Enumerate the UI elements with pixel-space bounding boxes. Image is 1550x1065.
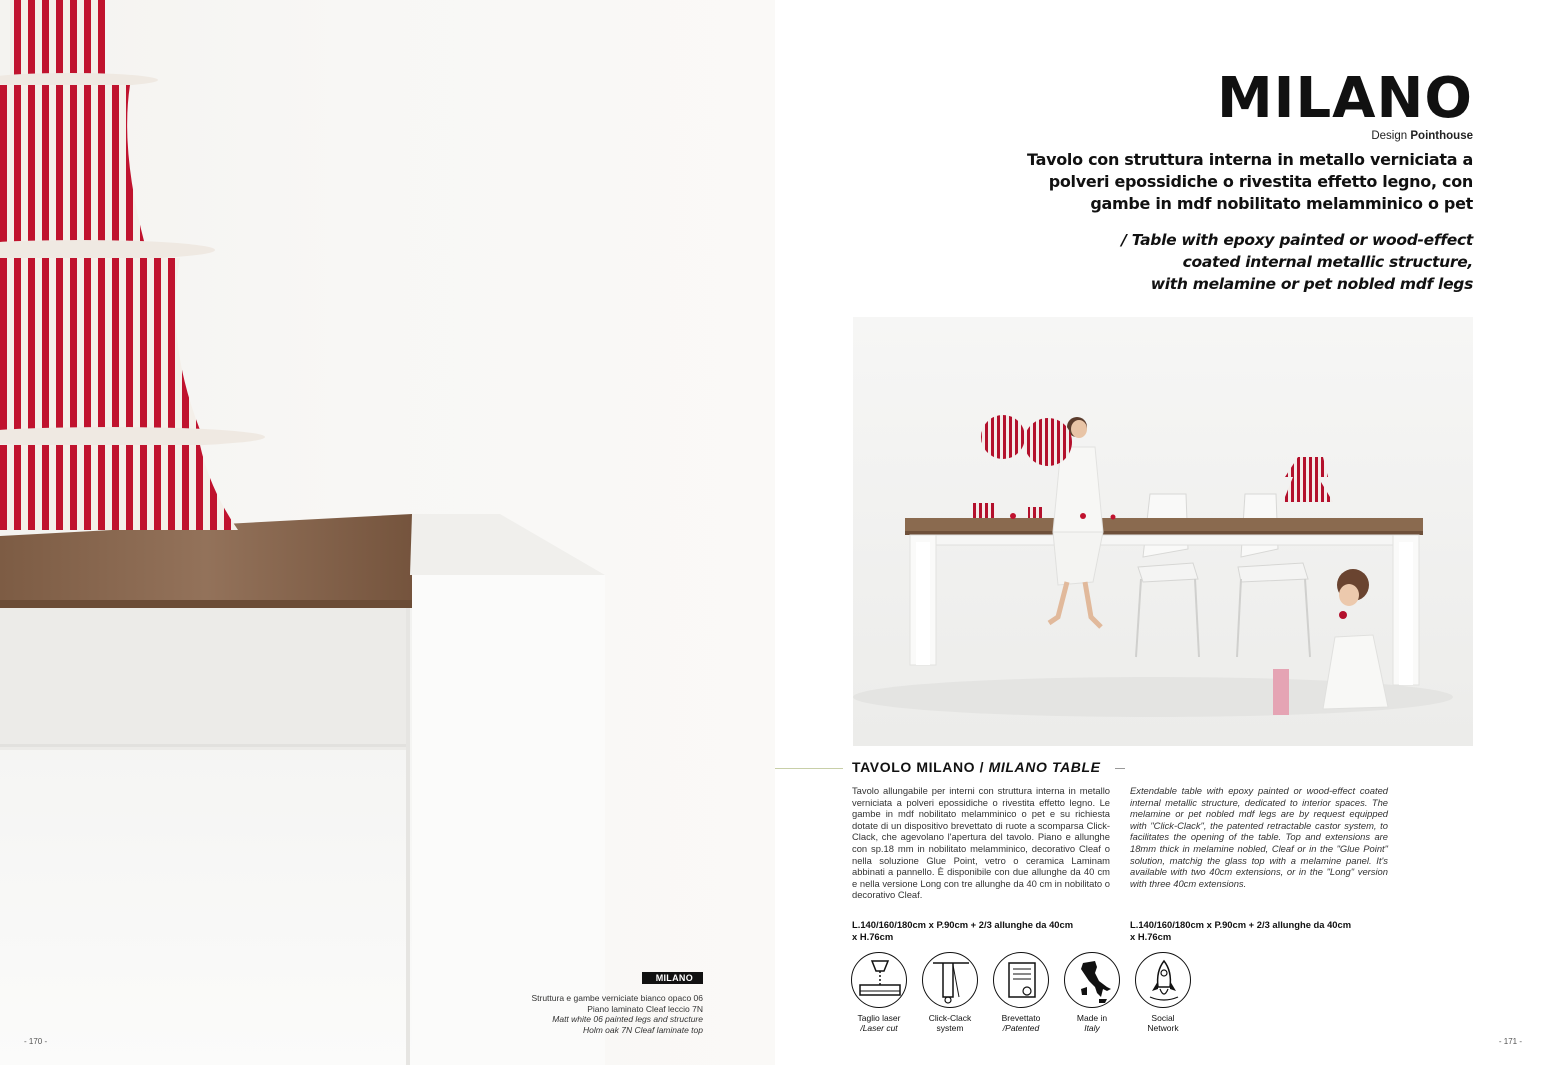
striped-pagoda-decoration xyxy=(0,0,265,530)
description-line: coated internal metallic structure, xyxy=(1182,253,1473,271)
feature-made-in-italy xyxy=(1057,952,1127,1033)
dimensions-italian xyxy=(852,919,1110,942)
section-title-en: MILANO TABLE xyxy=(988,759,1101,775)
design-prefix: Design xyxy=(1371,130,1408,142)
feature-social-network[interactable] xyxy=(1128,952,1198,1033)
description-line: / Table with epoxy painted or wood-effect xyxy=(1121,231,1473,249)
feature-label-sub: /Patented xyxy=(1002,1023,1040,1033)
dimensions-line: L.140/160/180cm x P.90cm + 2/3 allunghe da 40cm xyxy=(852,919,1074,930)
section-title-it: TAVOLO MILANO xyxy=(852,759,976,775)
body-text-italian: Tavolo allungabile per interni con struttura interna in metallo verniciata a polveri epossidiche o rivestita effetto legno. Le gambe in mdf nobilitato melamminico o pet e su richiesta dotate di un dispositivo brevettato di ruote a scomparsa Click-Clack, che agevolano l'apertura del tavolo. Piano e allunghe con sp.18 mm in nobilitato melamminico, decorativo Cleaf o nella soluzione Glue Point, vetro o ceramica Laminam abbinati a pannello. È disponibile con due allunghe da 40 cm e nella versione Long con tre allunghe da 40 cm in nobilitato o decorativo Cleaf. xyxy=(852,785,1110,901)
caption-line: Matt white 06 painted legs and structure xyxy=(552,1014,703,1024)
feature-label: Taglio laser xyxy=(857,1013,901,1023)
dimensions-english xyxy=(1130,919,1388,942)
page-title: MILANO xyxy=(1216,66,1473,131)
section-divider-short xyxy=(1115,768,1125,769)
description-italian xyxy=(913,149,1473,215)
designer-name: Pointhouse xyxy=(1410,130,1473,142)
page-number-right: - 171 - xyxy=(1498,1037,1522,1046)
page-number-left: - 170 - xyxy=(24,1037,48,1046)
description-line: gambe in mdf nobilitato melamminico o pet xyxy=(1090,194,1473,213)
patent-certificate-icon xyxy=(993,952,1049,1008)
right-page xyxy=(775,0,1550,1065)
body-text-english: Extendable table with epoxy painted or wood-effect coated internal metallic structure, dedicated to interior spaces. The melamine or pet nobled mdf legs are by request equipped with "Click-Clack", the patented retractable castor system, to facilitates the opening of the table. Top and extensions are 18mm thick in melamine nobled, Cleaf or in the "Glue Point" solution, matchig the glass top with a melamine panel. It's available with two 40cm extensions, or in the "Long" version with three 40cm extensions. xyxy=(1130,785,1388,889)
feature-label-sub: Network xyxy=(1147,1023,1179,1033)
feature-patented xyxy=(986,952,1056,1033)
feature-label-sub: /Laser cut xyxy=(860,1023,898,1033)
feature-label-sub: system xyxy=(936,1023,964,1033)
caption-line: Struttura e gambe verniciate bianco opaco 06 xyxy=(531,993,703,1003)
dimensions-line: x H.76cm xyxy=(852,930,894,942)
dimensions-line: L.140/160/180cm x P.90cm + 2/3 allunghe da 40cm xyxy=(1130,919,1352,930)
caption-tag: MILANO xyxy=(642,972,703,984)
designer-credit xyxy=(1371,130,1473,142)
description-line: Tavolo con struttura interna in metallo verniciata a xyxy=(1027,150,1473,169)
section-title xyxy=(852,759,1101,775)
caption-line: Holm oak 7N Cleaf laminate top xyxy=(582,1024,703,1035)
caption-line: Piano laminato Cleaf leccio 7N xyxy=(587,1003,703,1014)
dimensions-line: x H.76cm xyxy=(1130,930,1172,942)
feature-laser-cut xyxy=(844,952,914,1033)
feature-label-sub: Italy xyxy=(1084,1023,1100,1033)
feature-click-clack xyxy=(915,952,985,1033)
hero-product-photo xyxy=(853,317,1473,746)
feature-label: Brevettato xyxy=(1001,1013,1041,1023)
description-line: with melamine or pet nobled mdf legs xyxy=(1150,275,1473,293)
description-line: polveri epossidiche o rivestita effetto legno, con xyxy=(1048,172,1473,191)
laser-cut-icon xyxy=(851,952,907,1008)
click-clack-icon xyxy=(922,952,978,1008)
description-english xyxy=(913,229,1473,295)
italy-map-icon xyxy=(1064,952,1120,1008)
rocket-icon[interactable] xyxy=(1135,952,1191,1008)
product-caption xyxy=(531,968,703,1035)
section-title-separator: / xyxy=(975,759,989,775)
feature-label: Made in xyxy=(1076,1013,1108,1023)
section-divider xyxy=(775,768,843,769)
feature-label: Social xyxy=(1151,1013,1175,1023)
feature-label: Click-Clack xyxy=(928,1013,972,1023)
